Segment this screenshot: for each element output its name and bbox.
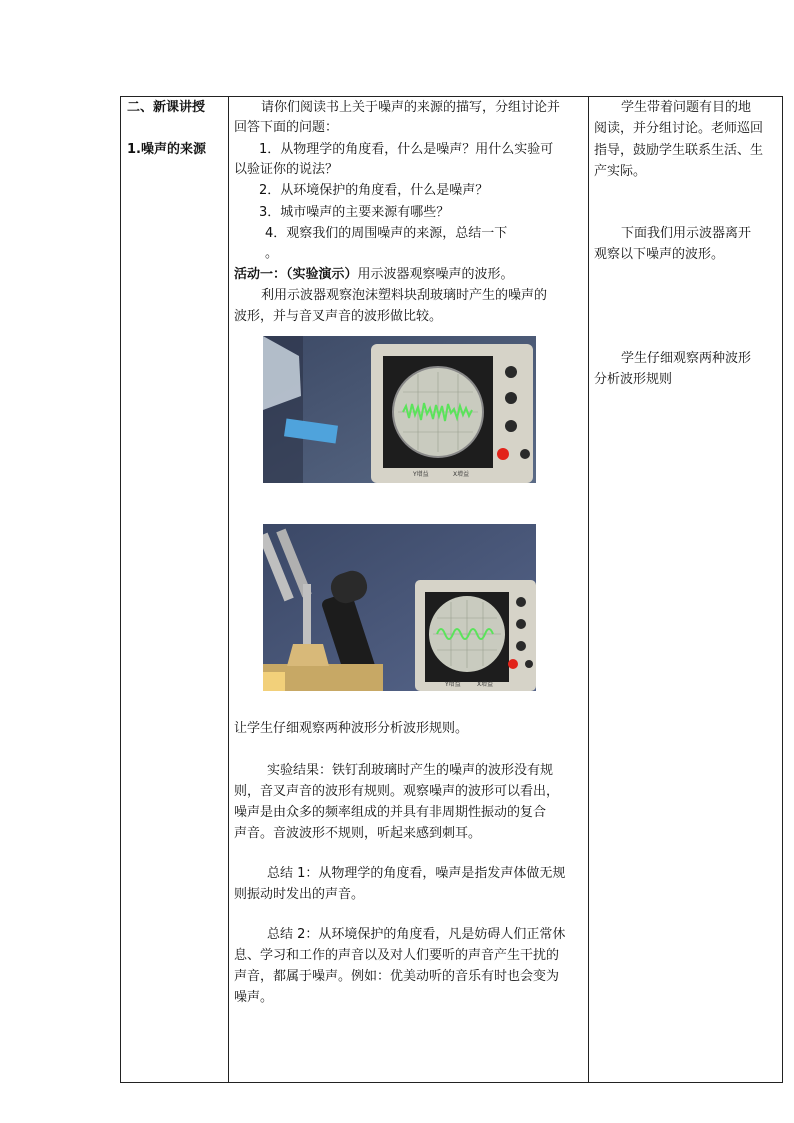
question-1-line-1: 1．从物理学的角度看，什么是噪声？用什么实验可 (259, 142, 554, 157)
summary-2-line-4: 噪声。 (234, 990, 274, 1005)
result-line-4: 声音。音波波形不规则，听起来感到刺耳。 (234, 826, 482, 841)
student-note-1-line-3: 指导，鼓励学生联系生活、生 (594, 143, 764, 158)
lesson-table (120, 96, 783, 1083)
student-note-1-line-1: 学生带着问题有目的地 (621, 100, 752, 115)
summary-2-line-3: 声音，都属于噪声。例如：优美动听的音乐有时也会变为 (234, 969, 560, 984)
summary-1-line-1: 总结 1：从物理学的角度看，噪声是指发声体做无规 (267, 866, 566, 881)
question-4-end: 。 (265, 246, 279, 261)
intro-line-1: 请你们阅读书上关于噪声的来源的描写，分组讨论并 (261, 100, 561, 115)
noise-waveform-photo (263, 336, 536, 483)
question-3: 3．城市噪声的主要来源有哪些？ (259, 205, 450, 220)
activity-desc-line-1: 利用示波器观察泡沫塑料块刮玻璃时产生的噪声的 (261, 288, 548, 303)
question-2: 2．从环境保护的角度看，什么是噪声？ (259, 183, 489, 198)
teaching-content-column (229, 97, 589, 1083)
scope-label-y-2: Y增益 (445, 681, 461, 688)
summary-1-line-2: 则振动时发出的声音。 (234, 887, 365, 902)
subsection-title: 1.噪声的来源 (127, 142, 206, 157)
student-note-3-line-2: 分析波形规则 (594, 372, 673, 387)
section-column (121, 97, 229, 1083)
student-activity-column (589, 97, 783, 1083)
result-line-1: 实验结果：铁钉刮玻璃时产生的噪声的波形没有规 (267, 763, 554, 778)
student-note-2-line-1: 下面我们用示波器离开 (621, 226, 752, 241)
activity-title-rest: 用示波器观察噪声的波形。 (357, 267, 514, 282)
tuning-fork-waveform-photo (263, 524, 536, 691)
result-line-2: 则，音叉声音的波形有规则。观察噪声的波形可以看出， (234, 784, 560, 799)
student-note-2-line-2: 观察以下噪声的波形。 (594, 247, 725, 262)
scope-label-x-1: X增益 (453, 471, 470, 478)
activity-desc-line-2: 波形，并与音叉声音的波形做比较。 (234, 309, 443, 324)
student-note-1-line-2: 阅读，并分组讨论。老师巡回 (594, 121, 764, 136)
student-note-1-line-4: 产实际。 (594, 164, 647, 179)
result-line-3: 噪声是由众多的频率组成的并具有非周期性振动的复合 (234, 805, 547, 820)
question-4: 4．观察我们的周围噪声的来源，总结一下 (265, 226, 508, 241)
activity-title: 活动一：（实验演示） (234, 267, 358, 282)
scope-label-y-1: Y增益 (413, 471, 429, 478)
activity-heading (234, 265, 514, 285)
summary-2-line-1: 总结 2：从环境保护的角度看，凡是妨碍人们正常休 (267, 927, 566, 942)
student-note-3-line-1: 学生仔细观察两种波形 (621, 351, 752, 366)
observe-instruction: 让学生仔细观察两种波形分析波形规则。 (234, 721, 469, 736)
scope-label-x-2: X增益 (477, 681, 494, 688)
question-1-line-2: 以验证你的说法？ (234, 162, 339, 177)
summary-2-line-2: 息、学习和工作的声音以及对人们要听的声音产生干扰的 (234, 948, 560, 963)
section-title: 二、新课讲授 (127, 100, 206, 115)
intro-line-2: 回答下面的问题： (234, 120, 339, 135)
